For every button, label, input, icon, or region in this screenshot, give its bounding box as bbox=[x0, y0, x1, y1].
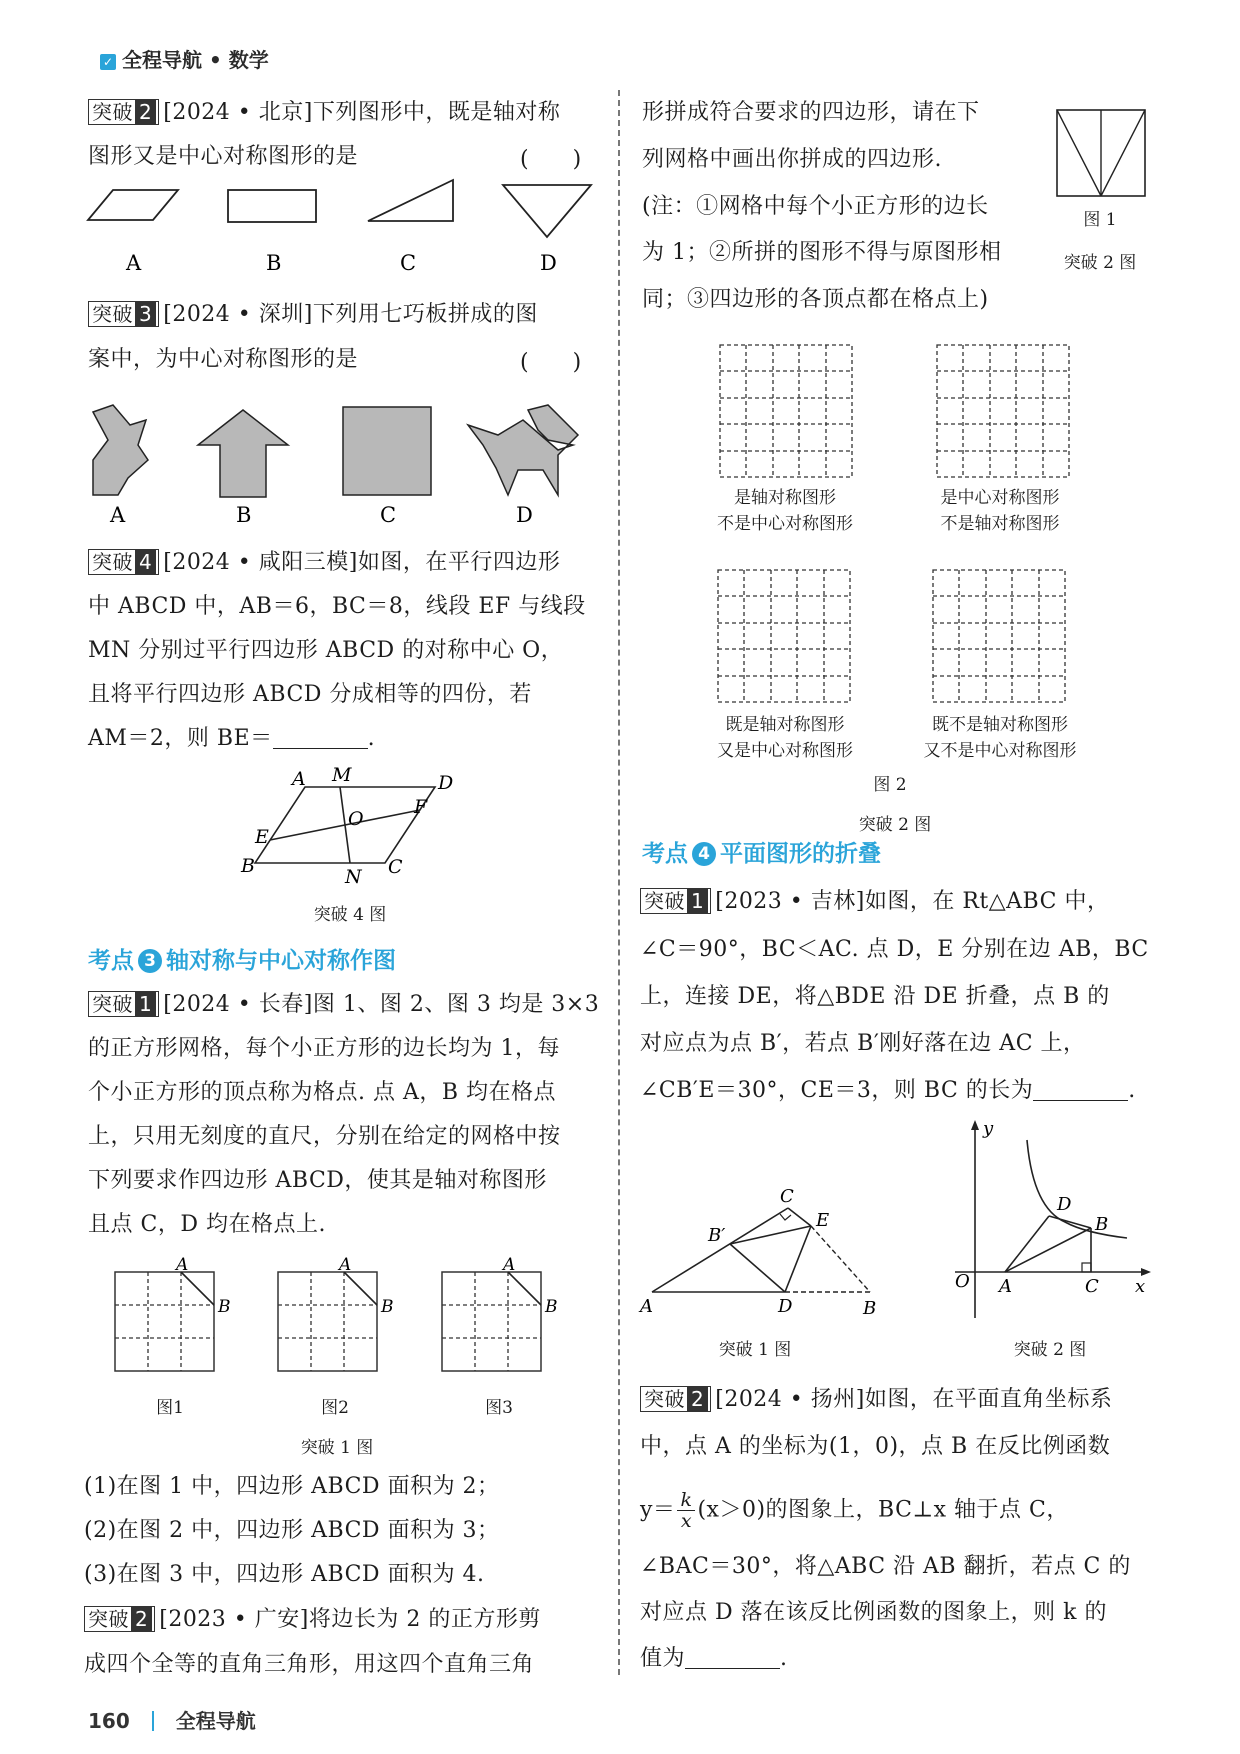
option-c-triangle bbox=[368, 180, 453, 221]
s3q2-cont-line-5: 同；③四边形的各顶点都在格点上) bbox=[642, 287, 989, 312]
q3-options-figure bbox=[88, 400, 588, 530]
q3-answer-paren[interactable]: ( ) bbox=[520, 350, 582, 375]
q2-answer-paren[interactable]: ( ) bbox=[520, 147, 582, 172]
s3q1-item-1: (1)在图 1 中，四边形 ABCD 面积为 2； bbox=[84, 1474, 500, 1499]
svg-text:D: D bbox=[438, 772, 454, 794]
svg-text:A: A bbox=[640, 1296, 653, 1317]
page-header: ✓ 全程导航 • 数学 bbox=[100, 44, 269, 73]
s3q2-line-2: 成四个全等的直角三角形，用这四个直角三角 bbox=[84, 1652, 535, 1677]
svg-text:F: F bbox=[414, 796, 428, 818]
fraction-k-over-x: $\frac{k}{x}$ bbox=[677, 1490, 695, 1531]
option-d-triangle bbox=[503, 185, 591, 237]
option-a-parallelogram bbox=[88, 190, 178, 220]
tangram-c bbox=[343, 407, 431, 495]
check-icon: ✓ bbox=[100, 54, 116, 70]
s3q1-item-3: (3)在图 3 中，四边形 ABCD 面积为 4. bbox=[84, 1562, 485, 1587]
section-3-heading: 考点 3 轴对称与中心对称作图 bbox=[88, 948, 396, 974]
s4q2-tag: 突破 2 bbox=[640, 1386, 711, 1412]
grid-1-caption: 是轴对称图形 不是中心对称图形 bbox=[717, 488, 853, 534]
grid-3-caption: 既是轴对称图形 又是中心对称图形 bbox=[717, 715, 853, 761]
svg-text:B: B bbox=[241, 855, 255, 877]
section-4-heading: 考点 4 平面图形的折叠 bbox=[642, 841, 881, 867]
s4q1-triangle-figure bbox=[640, 1170, 880, 1320]
s4q2-line-6: 值为 . bbox=[640, 1646, 788, 1671]
footer-title: 全程导航 bbox=[175, 1709, 256, 1733]
grid-4-caption: 既不是轴对称图形 又不是中心对称图形 bbox=[923, 715, 1077, 761]
answer-grid-2 bbox=[937, 345, 1069, 477]
s4q2-line-2: 中，点 A 的坐标为(1，0)，点 B 在反比例函数 bbox=[640, 1434, 1111, 1459]
q2-option-d: D bbox=[540, 251, 557, 275]
s4q1-line-2: ∠C＝90°，BC＜AC. 点 D，E 分别在边 AB，BC bbox=[640, 937, 1149, 962]
answer-grid-4 bbox=[933, 570, 1065, 702]
tangram-b bbox=[198, 410, 288, 497]
s3q1-line-3: 个小正方形的顶点称为格点. 点 A，B 均在格点 bbox=[88, 1080, 557, 1105]
svg-text:A: A bbox=[503, 1255, 516, 1275]
column-divider bbox=[618, 90, 620, 1675]
q4-line-3: MN 分别过平行四边形 ABCD 的对称中心 O， bbox=[88, 638, 564, 663]
svg-text:D: D bbox=[1057, 1194, 1072, 1215]
s4q1-line-5: ∠CB′E＝30°，CE＝3，则 BC 的长为 . bbox=[640, 1078, 1136, 1103]
s3q1-grid-caption-3: 图3 bbox=[485, 1398, 513, 1418]
s3q1-line-4: 上，只用无刻度的直尺，分别在给定的网格中按 bbox=[88, 1124, 561, 1149]
q3-option-c: C bbox=[380, 503, 397, 527]
s3q2-cont-line-3: (注：①网格中每个小正方形的边长 bbox=[642, 194, 989, 219]
q3-tag: 突破 3 bbox=[88, 301, 159, 327]
s3q2-cont-line-1: 形拼成符合要求的四边形，请在下 bbox=[642, 100, 980, 125]
s3q1-caption: 突破 1 图 bbox=[300, 1438, 374, 1458]
s4q2-caption: 突破 2 图 bbox=[1013, 1340, 1087, 1360]
s3q1-line-5: 下列要求作四边形 ABCD，使其是轴对称图形 bbox=[88, 1168, 547, 1193]
svg-text:D: D bbox=[778, 1296, 793, 1317]
s3q1-line-1: 突破 1 [2024 • 长春]图 1、图 2、图 3 均是 3×3 bbox=[88, 990, 599, 1020]
svg-text:N: N bbox=[345, 866, 362, 888]
q4-tag: 突破 4 bbox=[88, 549, 159, 575]
svg-text:O: O bbox=[348, 808, 364, 830]
svg-text:B: B bbox=[381, 1297, 394, 1317]
svg-text:x: x bbox=[1135, 1276, 1146, 1297]
s4q2-graph-figure bbox=[945, 1120, 1155, 1320]
answer-grid-3 bbox=[718, 570, 850, 702]
s3q2-fig1-group-caption: 突破 2 图 bbox=[1063, 253, 1137, 273]
q2-line-2: 图形又是中心对称图形的是 bbox=[88, 144, 359, 169]
q2-line-1: 突破 2 [2024 • 北京]下列图形中，既是轴对称 bbox=[88, 98, 560, 128]
grid-fig2 bbox=[278, 1255, 394, 1371]
s4q2-line-1: 突破 2 [2024 • 扬州]如图，在平面直角坐标系 bbox=[640, 1385, 1112, 1415]
option-b-rectangle bbox=[228, 190, 316, 222]
svg-text:y: y bbox=[983, 1118, 994, 1139]
s4q2-line-3: y＝ $\frac{k}{x}$ (x＞0)的图象上，BC⊥x 轴于点 C， bbox=[640, 1489, 1069, 1532]
s3q1-item-2: (2)在图 2 中，四边形 ABCD 面积为 3； bbox=[84, 1518, 500, 1543]
svg-text:B: B bbox=[863, 1298, 877, 1319]
q4-line-1: 突破 4 [2024 • 咸阳三模]如图，在平行四边形 bbox=[88, 548, 560, 578]
s3q2-cont-line-2: 列网格中画出你拼成的四边形. bbox=[642, 147, 942, 172]
header-subject: 数学 bbox=[228, 48, 269, 72]
grid-fig1 bbox=[115, 1255, 231, 1371]
svg-text:E: E bbox=[255, 826, 269, 848]
svg-text:B: B bbox=[545, 1297, 558, 1317]
svg-text:A: A bbox=[292, 768, 306, 790]
q4-answer-blank[interactable] bbox=[273, 726, 368, 749]
s4q1-line-4: 对应点为点 B′，若点 B′刚好落在边 AC 上， bbox=[640, 1031, 1086, 1056]
q2-tag: 突破 2 bbox=[88, 99, 159, 125]
q2-option-a: A bbox=[126, 251, 142, 275]
svg-text:C: C bbox=[780, 1186, 794, 1207]
grid-fig3 bbox=[442, 1255, 558, 1371]
s3q2-tag: 突破 2 bbox=[84, 1606, 155, 1632]
s3q2-line-1: 突破 2 [2023 • 广安]将边长为 2 的正方形剪 bbox=[84, 1605, 541, 1635]
s4q2-line-4: ∠BAC＝30°，将△ABC 沿 AB 翻折，若点 C 的 bbox=[640, 1554, 1131, 1579]
s3q1-line-6: 且点 C，D 均在格点上. bbox=[88, 1212, 326, 1237]
q3-line-1: 突破 3 [2024 • 深圳]下列用七巧板拼成的图 bbox=[88, 300, 538, 330]
s3q2-fig1-caption: 图 1 bbox=[1083, 210, 1117, 230]
s4q1-tag: 突破 1 bbox=[640, 888, 711, 914]
page-number: 160 bbox=[88, 1709, 130, 1733]
q4-caption: 突破 4 图 bbox=[313, 905, 387, 925]
page-footer bbox=[88, 1705, 256, 1734]
q4-parallelogram-figure bbox=[240, 764, 460, 888]
s4q2-line-5: 对应点 D 落在该反比例函数的图象上，则 k 的 bbox=[640, 1600, 1107, 1625]
s3q2-fig2-caption: 图 2 bbox=[873, 775, 907, 795]
s3q1-grid-caption-1: 图1 bbox=[156, 1398, 184, 1418]
svg-text:M: M bbox=[332, 764, 352, 786]
s3q1-line-2: 的正方形网格，每个小正方形的边长均为 1，每 bbox=[88, 1036, 560, 1061]
s3q2-caption: 突破 2 图 bbox=[858, 815, 932, 835]
q3-option-a: A bbox=[110, 503, 126, 527]
svg-text:C: C bbox=[388, 856, 403, 878]
s4q1-line-3: 上，连接 DE，将△BDE 沿 DE 折叠，点 B 的 bbox=[640, 984, 1110, 1009]
svg-text:B: B bbox=[218, 1297, 231, 1317]
s4q1-caption: 突破 1 图 bbox=[718, 1340, 792, 1360]
q4-line-2: 中 ABCD 中，AB＝6，BC＝8，线段 EF 与线段 bbox=[88, 594, 586, 619]
s3q1-grid-caption-2: 图2 bbox=[321, 1398, 349, 1418]
s4q1-line-1: 突破 1 [2023 • 吉林]如图，在 Rt△ABC 中， bbox=[640, 887, 1109, 917]
grid-2-caption: 是中心对称图形 不是轴对称图形 bbox=[940, 488, 1060, 534]
svg-text:O: O bbox=[955, 1271, 970, 1292]
svg-text:A: A bbox=[999, 1276, 1012, 1297]
s4q1-answer-blank[interactable] bbox=[1033, 1078, 1128, 1101]
svg-text:A: A bbox=[176, 1255, 189, 1275]
q4-line-4: 且将平行四边形 ABCD 分成相等的四份，若 bbox=[88, 682, 532, 707]
q4-line-5: AM＝2，则 BE＝ . bbox=[88, 726, 376, 751]
svg-text:A: A bbox=[339, 1255, 352, 1275]
svg-text:C: C bbox=[1085, 1276, 1099, 1297]
s3q1-grids bbox=[110, 1255, 580, 1360]
svg-text:B: B bbox=[1095, 1214, 1109, 1235]
header-title: 全程导航 bbox=[122, 48, 202, 72]
answer-grid-1 bbox=[720, 345, 852, 477]
s3q1-tag: 突破 1 bbox=[88, 991, 159, 1017]
tangram-d bbox=[468, 405, 578, 495]
q3-line-2: 案中，为中心对称图形的是 bbox=[88, 347, 359, 372]
q2-options-figure bbox=[88, 185, 588, 285]
q2-option-c: C bbox=[400, 251, 417, 275]
tangram-a bbox=[93, 405, 148, 495]
s4q2-answer-blank[interactable] bbox=[685, 1646, 780, 1669]
q2-option-b: B bbox=[266, 251, 282, 275]
svg-text:E: E bbox=[816, 1210, 830, 1231]
q3-option-d: D bbox=[516, 503, 533, 527]
q3-option-b: B bbox=[236, 503, 252, 527]
s3q2-fig1-square bbox=[1055, 108, 1150, 198]
svg-text:B′: B′ bbox=[708, 1225, 726, 1246]
s3q2-cont-line-4: 为 1；②所拼的图形不得与原图形相 bbox=[642, 240, 1002, 265]
